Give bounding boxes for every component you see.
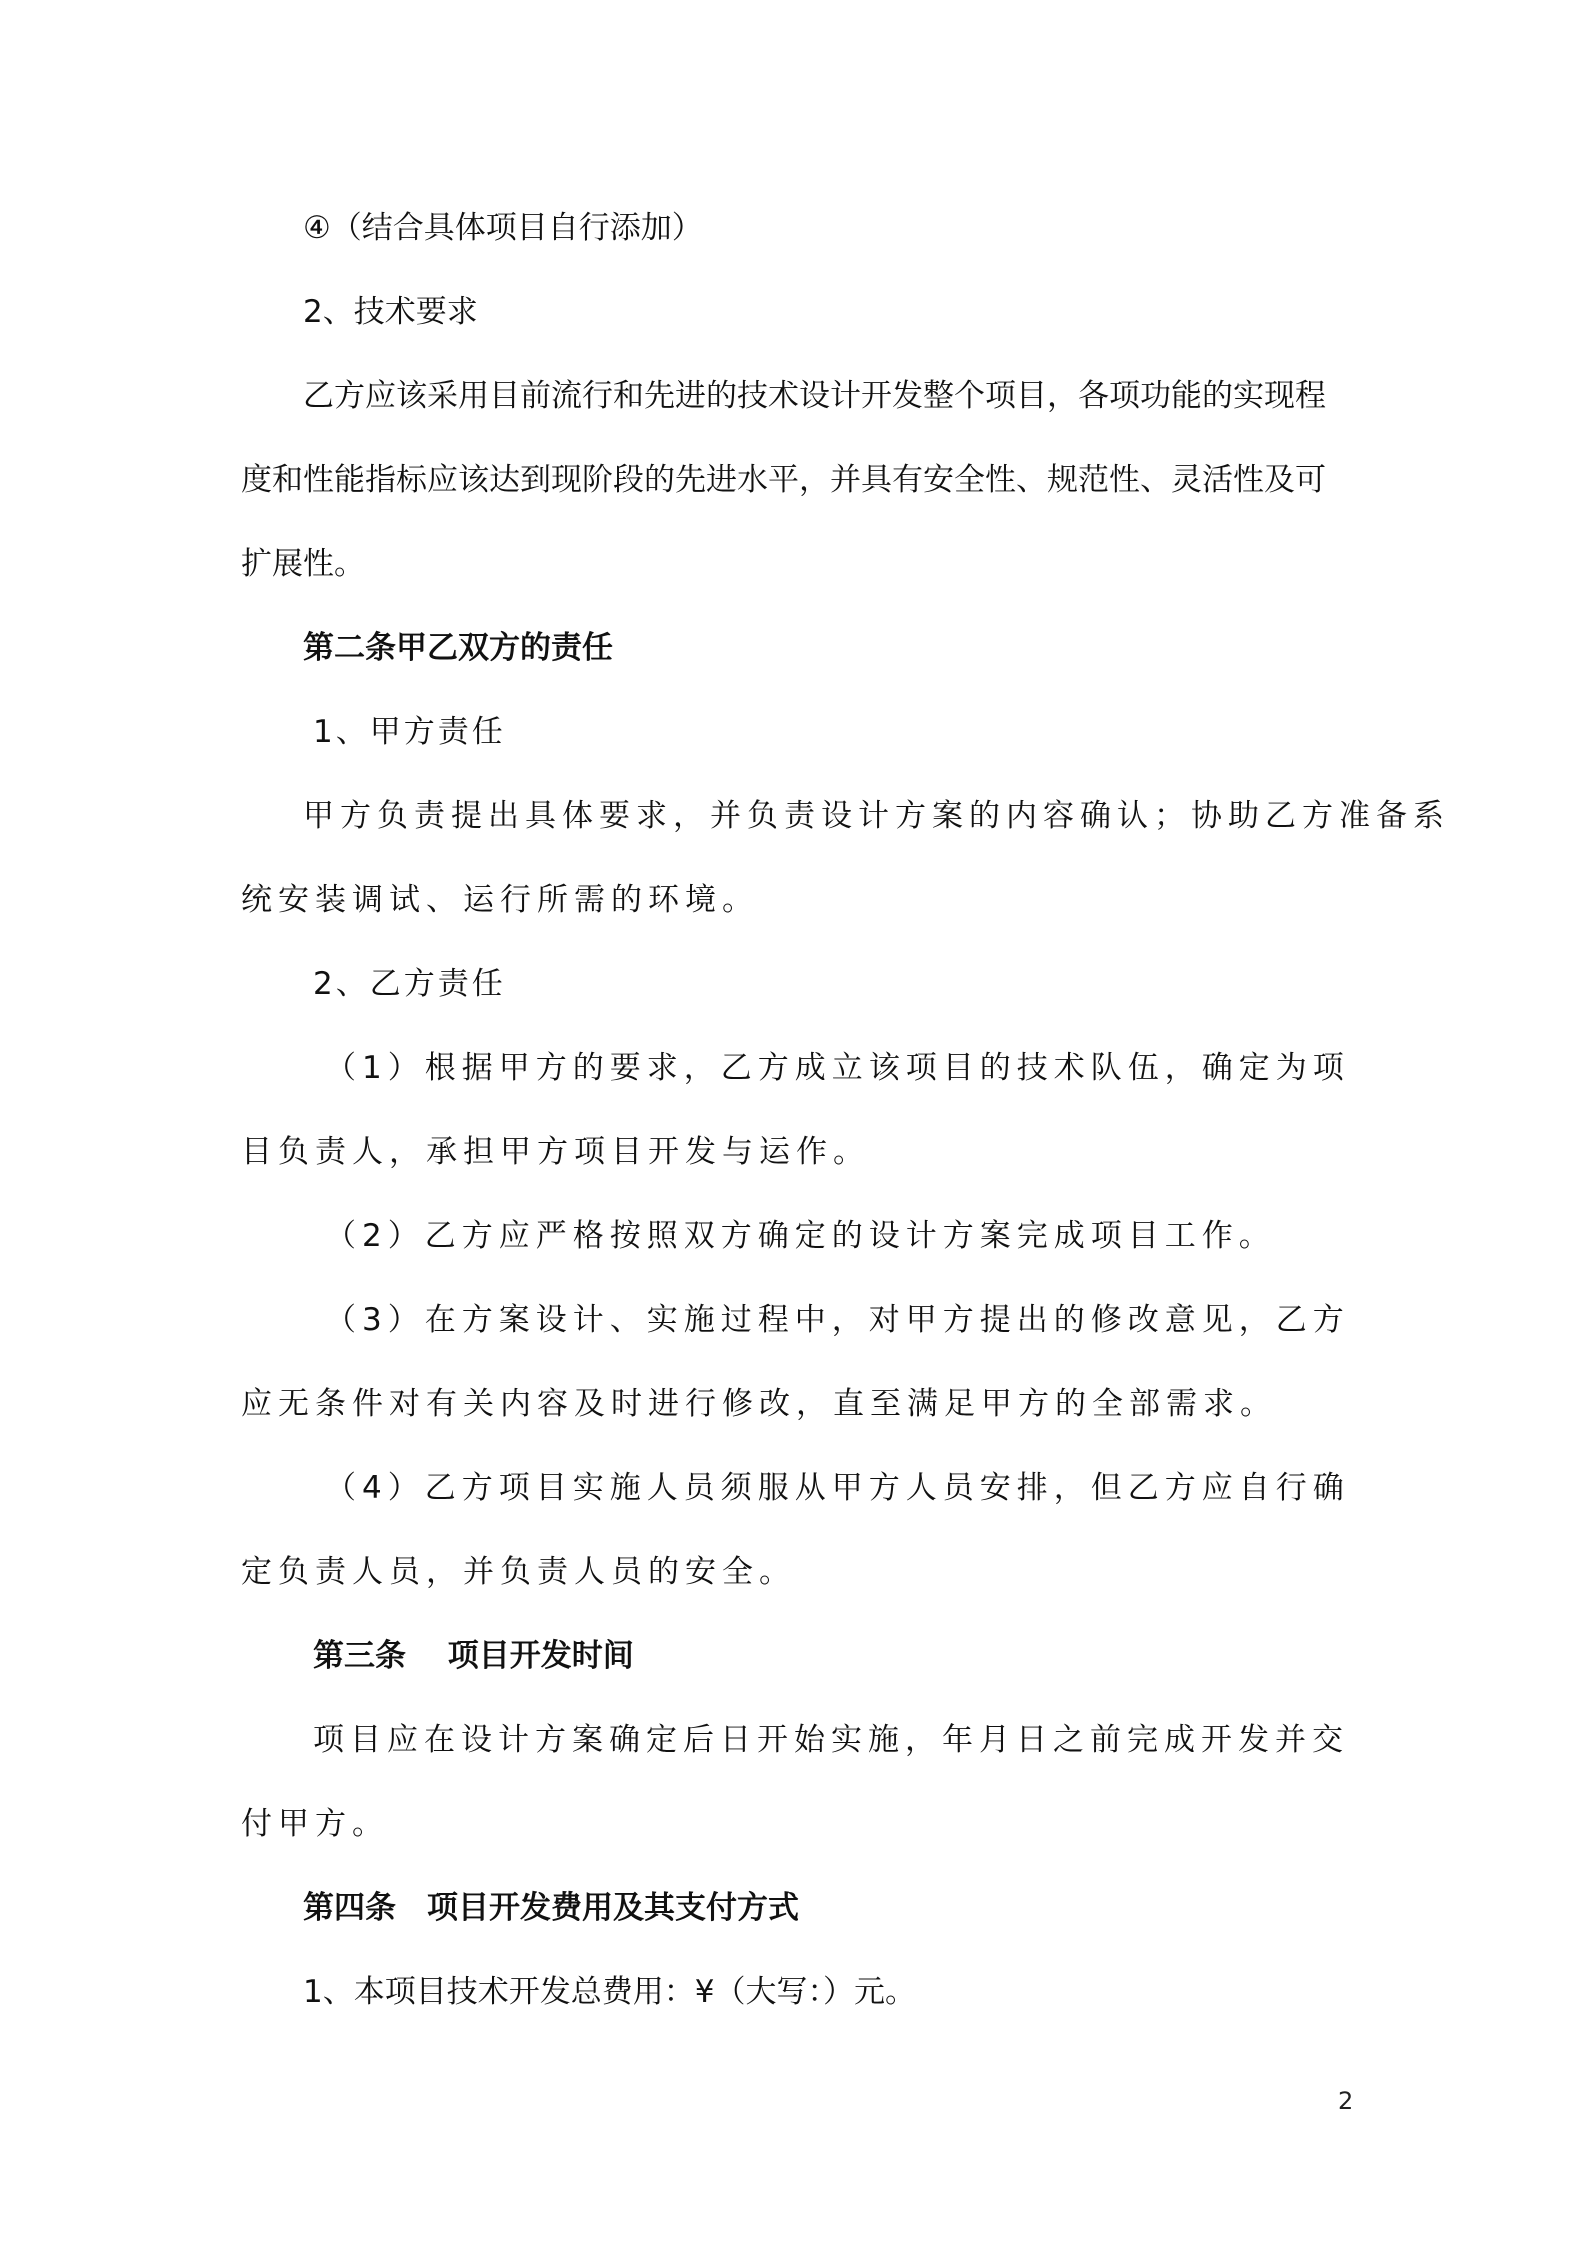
paragraph-line: 项目应在设计方案确定后日开始实施，年月日之前完成开发并交 xyxy=(313,1722,1349,1758)
article-heading-4: 第四条 项目开发费用及其支付方式 xyxy=(303,1890,799,1926)
paragraph-line: 甲方负责提出具体要求，并负责设计方案的内容确认；协助乙方准备系 xyxy=(303,798,1450,834)
paragraph-line: 统安装调试、运行所需的环境。 xyxy=(241,882,759,918)
paragraph-line: 度和性能指标应该达到现阶段的先进水平，并具有安全性、规范性、灵活性及可 xyxy=(241,462,1326,498)
paragraph-line: （1）根据甲方的要求，乙方成立该项目的技术队伍，确定为项 xyxy=(325,1050,1350,1086)
article-heading-3: 第三条 项目开发时间 xyxy=(313,1638,634,1674)
paragraph-line: 乙方应该采用目前流行和先进的技术设计开发整个项目，各项功能的实现程 xyxy=(303,378,1326,414)
page-number: 2 xyxy=(1338,2087,1354,2115)
subheading-party-a: 1、甲方责任 xyxy=(313,714,506,750)
subheading-party-b: 2、乙方责任 xyxy=(313,966,506,1002)
paragraph-line: （2）乙方应严格按照双方确定的设计方案完成项目工作。 xyxy=(325,1218,1276,1254)
paragraph-line: 应无条件对有关内容及时进行修改，直至满足甲方的全部需求。 xyxy=(241,1386,1277,1422)
paragraph-line: 1、本项目技术开发总费用：¥（大写：）元。 xyxy=(303,1974,916,2010)
paragraph-line: 扩展性。 xyxy=(241,546,365,582)
section-heading-tech-requirements: 2、技术要求 xyxy=(303,294,478,330)
article-heading-2: 第二条甲乙双方的责任 xyxy=(303,630,613,666)
list-item-4-placeholder: ④（结合具体项目自行添加） xyxy=(303,210,703,246)
paragraph-line: 付甲方。 xyxy=(241,1806,389,1842)
paragraph-line: 目负责人，承担甲方项目开发与运作。 xyxy=(241,1134,870,1170)
paragraph-line: （4）乙方项目实施人员须服从甲方人员安排，但乙方应自行确 xyxy=(325,1470,1350,1506)
paragraph-line: （3）在方案设计、实施过程中，对甲方提出的修改意见，乙方 xyxy=(325,1302,1350,1338)
paragraph-line: 定负责人员，并负责人员的安全。 xyxy=(241,1554,796,1590)
